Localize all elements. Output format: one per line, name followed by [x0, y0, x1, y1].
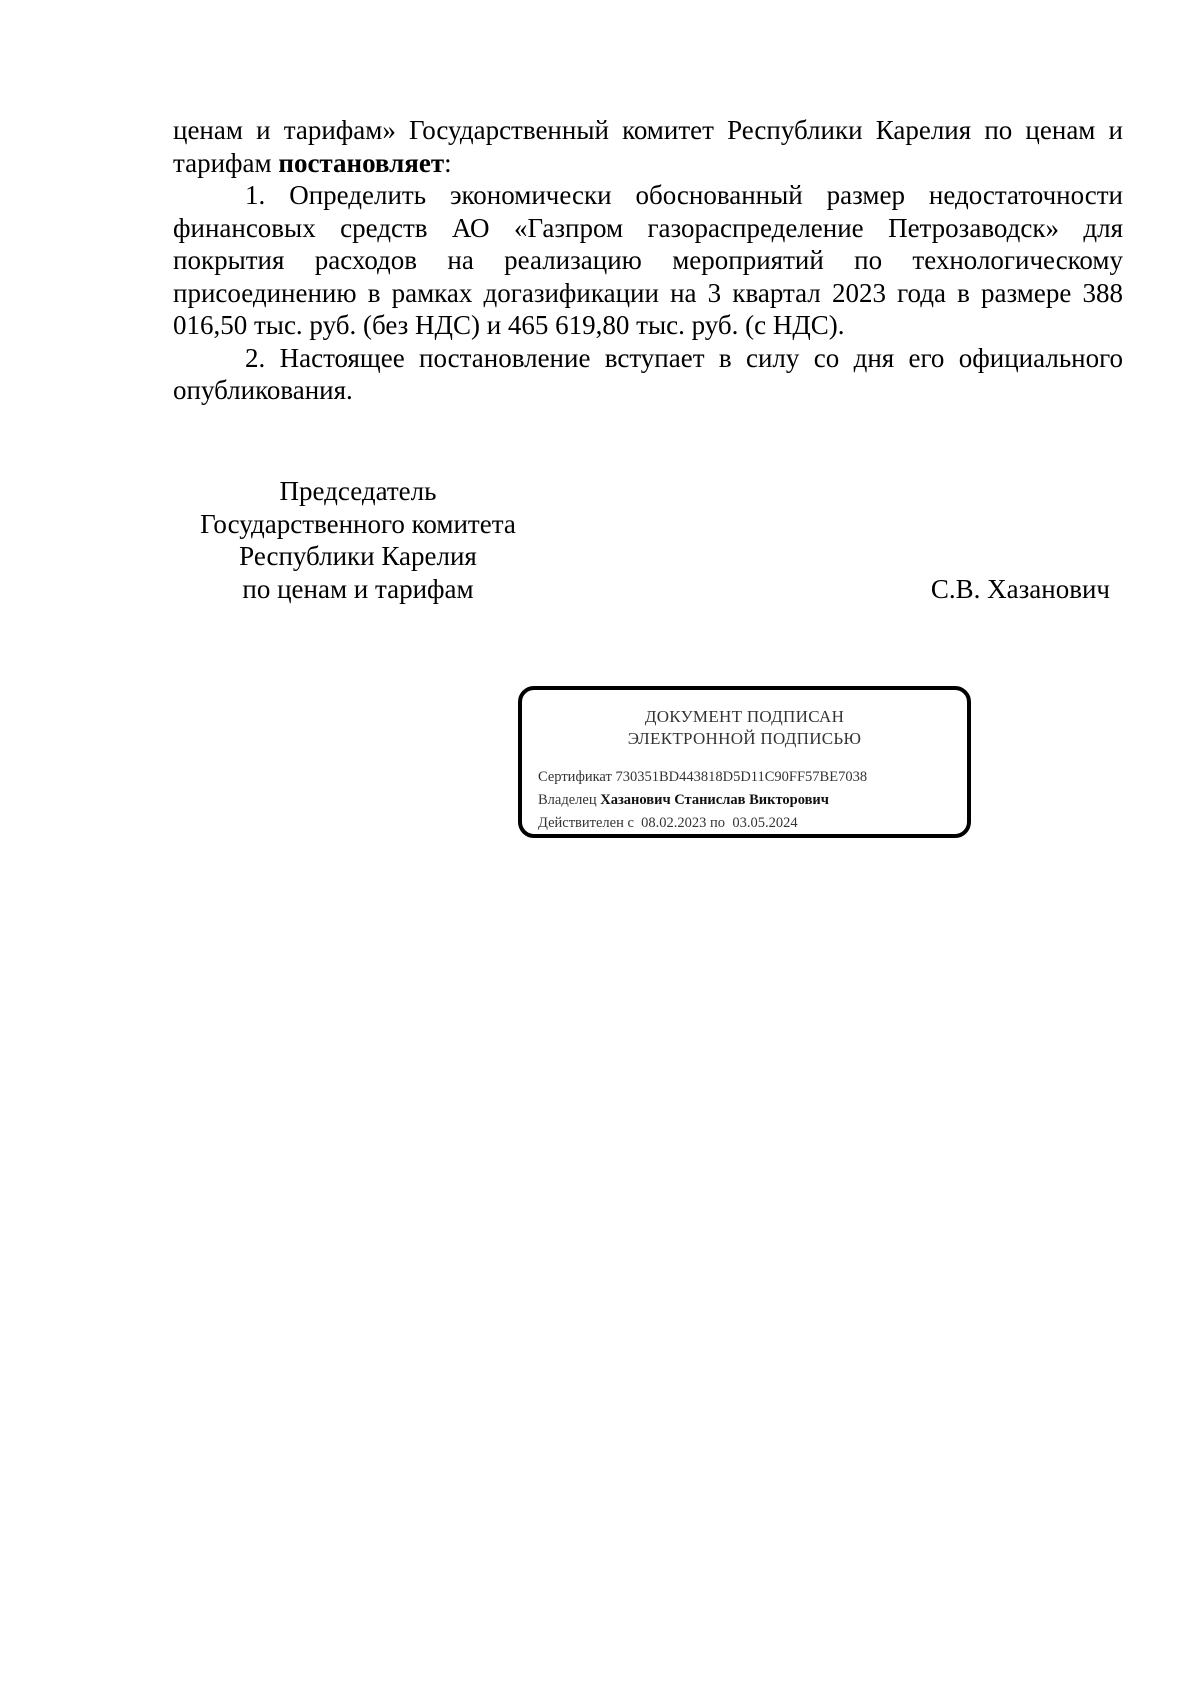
- valid-to-label: по: [710, 815, 726, 831]
- intro-colon: :: [444, 147, 452, 178]
- certificate-label: Сертификат: [538, 769, 612, 785]
- valid-label: Действителен с: [538, 815, 634, 831]
- stamp-title: [522, 706, 967, 750]
- resolves-word: постановляет: [278, 147, 445, 178]
- signer-position-line: Государственного комитета: [200, 508, 516, 539]
- signer-position-line: Республики Карелия: [239, 541, 477, 571]
- owner-label: Владелец: [538, 792, 597, 808]
- signer-position-line: Председатель: [279, 476, 437, 506]
- valid-from: 08.02.2023: [641, 815, 707, 831]
- stamp-owner-line: [538, 789, 867, 812]
- signer-name: С.В. Хазанович: [930, 574, 1110, 604]
- stamp-validity-line: [538, 812, 867, 835]
- valid-to: 03.05.2024: [732, 815, 798, 831]
- certificate-value: 730351BD443818D5D11C90FF57BE7038: [615, 769, 868, 785]
- intro-paragraph: [173, 114, 1123, 179]
- stamp-certificate-line: [538, 766, 867, 789]
- resolution-body: [173, 114, 1123, 407]
- signer-position-line: по ценам и тарифам: [242, 573, 474, 604]
- stamp-title-line: ЭЛЕКТРОННОЙ ПОДПИСЬЮ: [627, 729, 862, 748]
- clause-2: 2. Настоящее постановление вступает в силу со дня его официального опубликования.: [173, 342, 1123, 405]
- stamp-title-line: ДОКУМЕНТ ПОДПИСАН: [644, 707, 845, 726]
- signer-position: [173, 475, 543, 605]
- electronic-signature-stamp: [518, 686, 971, 838]
- clause-1: 1. Определить экономически обоснованный размер недостаточности финансовых средств АО «Газпром газораспределение Петрозаводск» для покрытия расходов на реализацию мероприятий по технологическому присоединению в рамках догазификации на 3 квартал 2023 года в размере 388 016,50 тыс. руб. (без НДС) и 465 619,80 тыс. руб. (с НДС).: [173, 180, 1123, 340]
- owner-value: Хазанович Станислав Викторович: [600, 792, 829, 808]
- intro-text: ценам и тарифам» Государственный комитет Республики Карелия по ценам и тарифам: [173, 115, 1123, 178]
- stamp-details: [538, 766, 867, 835]
